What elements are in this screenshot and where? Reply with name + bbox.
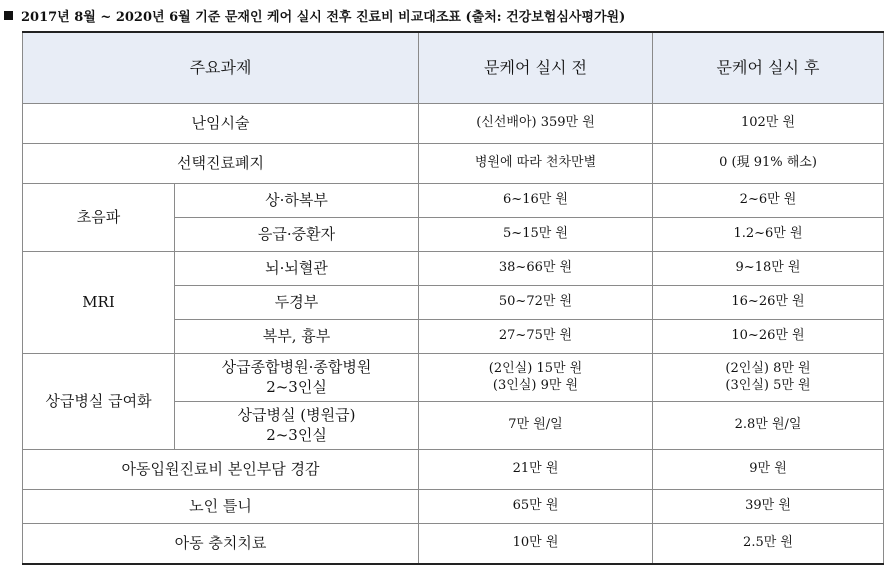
table-header-row (23, 32, 884, 104)
value-after: 0 (現 91% 해소) (653, 144, 884, 184)
value-line: (3인실) 5만 원 (725, 377, 811, 393)
table-row (23, 104, 884, 144)
table-row (23, 184, 884, 218)
table-row (23, 252, 884, 286)
table-caption (4, 4, 625, 26)
row-label: 아동 충치치료 (23, 524, 419, 565)
sub-label (175, 354, 419, 402)
value-before: 6~16만 원 (419, 184, 653, 218)
value-line: (2인실) 8만 원 (725, 360, 811, 376)
value-after: 1.2~6만 원 (653, 218, 884, 252)
value-line: (3인실) 9만 원 (492, 377, 579, 393)
value-after: 16~26만 원 (653, 286, 884, 320)
value-before (419, 354, 653, 402)
value-before: 7만 원/일 (419, 402, 653, 450)
row-label: 노인 틀니 (23, 490, 419, 524)
table-row (23, 144, 884, 184)
header-after: 문케어 실시 후 (653, 32, 884, 104)
sub-label-line: 상급종합병원·종합병원 (221, 358, 372, 376)
value-before: 50~72만 원 (419, 286, 653, 320)
group-label: 상급병실 급여화 (23, 354, 175, 450)
row-label: 난임시술 (23, 104, 419, 144)
value-after: 2~6만 원 (653, 184, 884, 218)
header-task: 주요과제 (23, 32, 419, 104)
value-after: 2.8만 원/일 (653, 402, 884, 450)
sub-label: 두경부 (175, 286, 419, 320)
sub-label-line: 상급병실 (병원급) (237, 406, 356, 424)
group-label: 초음파 (23, 184, 175, 252)
value-before: 21만 원 (419, 450, 653, 490)
value-after: 102만 원 (653, 104, 884, 144)
group-label: MRI (23, 252, 175, 354)
row-label: 아동입원진료비 본인부담 경감 (23, 450, 419, 490)
value-before: 병원에 따라 천차만별 (419, 144, 653, 184)
value-after: 2.5만 원 (653, 524, 884, 565)
sub-label: 응급·중환자 (175, 218, 419, 252)
value-after: 9~18만 원 (653, 252, 884, 286)
value-after (653, 354, 884, 402)
row-label: 선택진료폐지 (23, 144, 419, 184)
value-before: 27~75만 원 (419, 320, 653, 354)
value-line: (2인실) 15만 원 (488, 360, 583, 376)
table-row (23, 354, 884, 402)
sub-label: 복부, 흉부 (175, 320, 419, 354)
value-before: 65만 원 (419, 490, 653, 524)
value-after: 9만 원 (653, 450, 884, 490)
table-row (23, 450, 884, 490)
sub-label: 상·하복부 (175, 184, 419, 218)
header-before: 문케어 실시 전 (419, 32, 653, 104)
sub-label-line: 2~3인실 (266, 425, 327, 444)
value-before: 38~66만 원 (419, 252, 653, 286)
value-after: 39만 원 (653, 490, 884, 524)
comparison-table (22, 31, 884, 565)
sub-label (175, 402, 419, 450)
value-before: 5~15만 원 (419, 218, 653, 252)
value-after: 10~26만 원 (653, 320, 884, 354)
bullet-square-icon (4, 11, 13, 20)
value-before: (신선배아) 359만 원 (419, 104, 653, 144)
caption-text: 2017년 8월 ~ 2020년 6월 기준 문재인 케어 실시 전후 진료비 비교대조표 (출처: 건강보험심사평가원) (21, 9, 626, 25)
table-row (23, 524, 884, 565)
sub-label-line: 2~3인실 (266, 377, 327, 396)
value-before: 10만 원 (419, 524, 653, 565)
sub-label: 뇌·뇌혈관 (175, 252, 419, 286)
table-row (23, 490, 884, 524)
